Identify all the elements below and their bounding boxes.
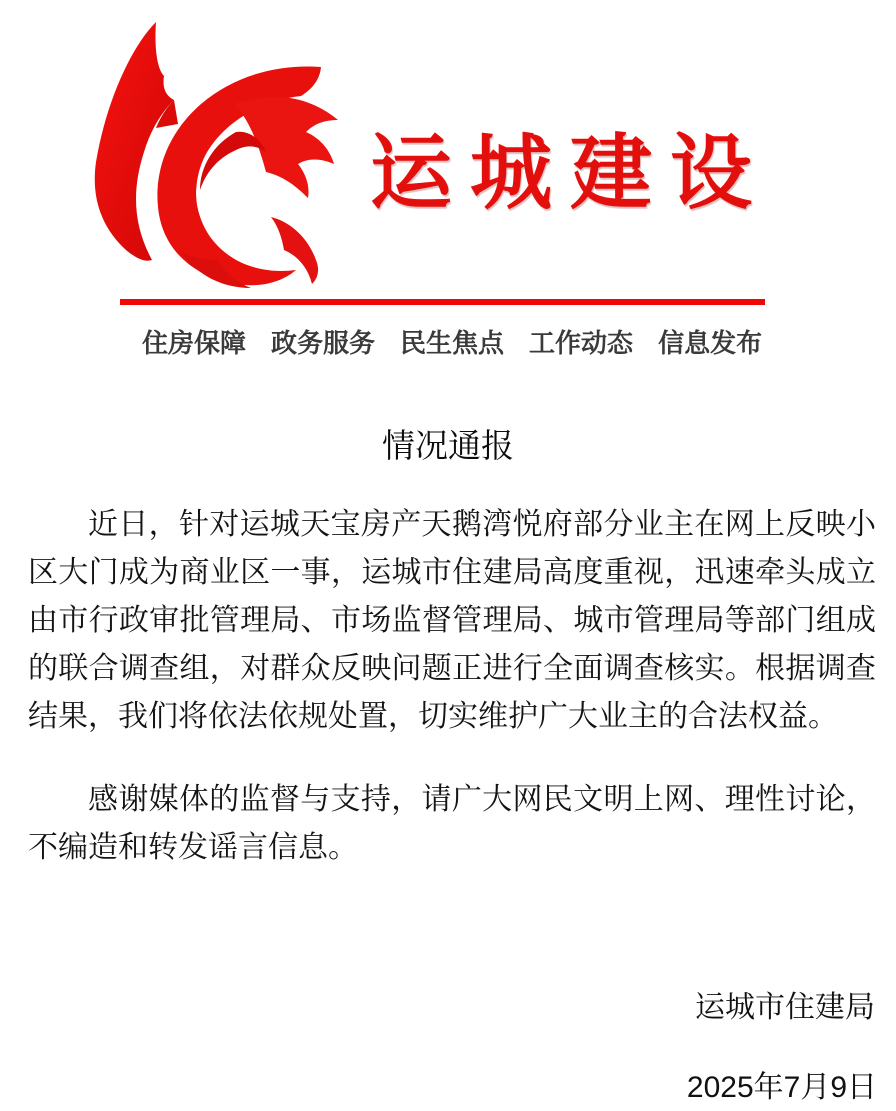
nav-item-info[interactable]: 信息发布	[658, 328, 763, 358]
nav-item-people[interactable]: 民生焦点	[400, 328, 505, 358]
phoenix-flame-logo-icon	[86, 12, 346, 292]
nav-menu	[142, 323, 762, 360]
notice-date: 2025年7月9日	[686, 1071, 877, 1104]
brand-title: 运城建设	[370, 128, 771, 219]
notice-title: 情况通报	[382, 427, 514, 464]
notice-body	[28, 501, 876, 872]
nav-item-work[interactable]: 工作动态	[529, 328, 634, 358]
nav-item-housing[interactable]: 住房保障	[142, 328, 247, 358]
header-divider	[120, 299, 765, 305]
nav-item-services[interactable]: 政务服务	[271, 328, 376, 358]
notice-paragraph: 感谢媒体的监督与支持，请广大网民文明上网、理性讨论，不编造和转发谣言信息。	[28, 783, 876, 864]
notice-signature: 运城市住建局	[695, 991, 875, 1024]
notice-paragraph: 近日，针对运城天宝房产天鹅湾悦府部分业主在网上反映小区大门成为商业区一事，运城市住建局高度重视，迅速牵头成立由市行政审批管理局、市场监督管理局、城市管理局等部门组成的联合调查组，对群众反映问题正进行全面调查核实。根据调查结果，我们将依法依规处置，切实维护广大业主的合法权益。	[28, 508, 876, 733]
